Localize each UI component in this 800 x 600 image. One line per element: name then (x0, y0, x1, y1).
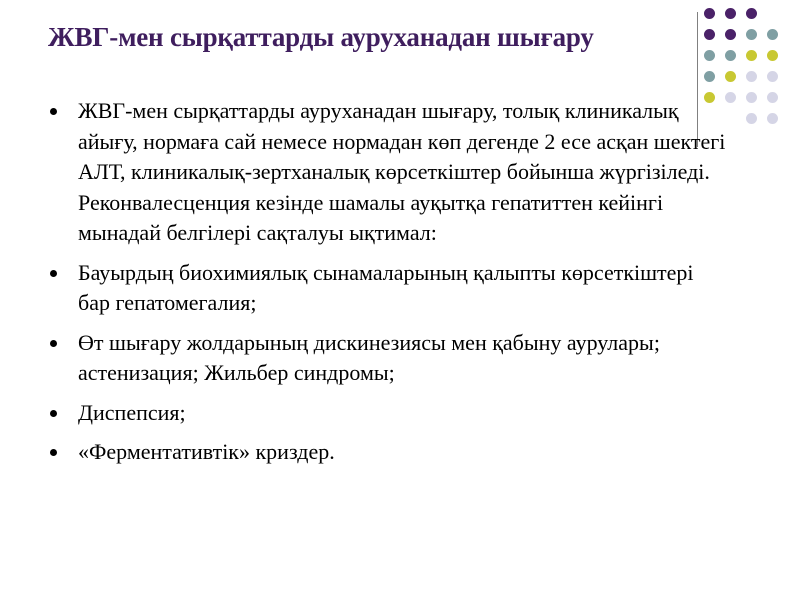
decorative-dot (725, 8, 736, 19)
bullet-item (48, 96, 728, 249)
decorative-dot (746, 113, 757, 124)
decorative-dot (725, 71, 736, 82)
bullet-item (48, 328, 728, 389)
decorative-dot (704, 50, 715, 61)
decorative-dot (746, 29, 757, 40)
bullet-text: Өт шығару жолдарының дискинезиясы мен қабыну аурулары; астенизация; Жильбер синдромы; (78, 329, 660, 385)
bullet-icon (50, 108, 57, 115)
decorative-dot (704, 29, 715, 40)
decorative-dot (746, 71, 757, 82)
decorative-dot (725, 50, 736, 61)
bullet-icon (50, 270, 57, 277)
decorative-dot (746, 92, 757, 103)
bullet-text: ЖВГ-мен сырқаттарды ауруханадан шығару, толық клиникалық айығу, нормаға сай немесе нормадан көп дегенде 2 есе асқан шектегі АЛТ, клиникалық-зертханалық көрсеткіштер бойынша жүргізіледі. Реконвалесценция кезінде шамалы ауқытқа гепатиттен кейінгі мынадай белгілері сақталуы ықтимал: (78, 98, 726, 245)
decorative-dot (767, 50, 778, 61)
slide-title: ЖВГ-мен сырқаттарды ауруханадан шығару (48, 22, 594, 52)
bullet-item (48, 258, 728, 319)
decorative-dot (767, 29, 778, 40)
decorative-dot (767, 113, 778, 124)
bullet-text: Бауырдың биохимиялық сынамаларының қалыпты көрсеткіштері бар гепатомегалия; (78, 259, 694, 315)
bullet-icon (50, 449, 57, 456)
decorative-dot (746, 8, 757, 19)
slide-content (48, 96, 728, 477)
bullet-icon (50, 340, 57, 347)
bullet-text: Диспепсия; (78, 399, 186, 425)
bullet-item (48, 437, 728, 468)
bullet-text: «Ферментативтік» криздер. (78, 439, 335, 464)
bullet-list (48, 96, 728, 468)
decorative-dot (725, 29, 736, 40)
decorative-dot (746, 50, 757, 61)
decorative-dot (704, 8, 715, 19)
decorative-dot (767, 92, 778, 103)
bullet-icon (50, 410, 57, 417)
decorative-dot (704, 71, 715, 82)
decorative-dot (767, 71, 778, 82)
bullet-item (48, 398, 728, 429)
